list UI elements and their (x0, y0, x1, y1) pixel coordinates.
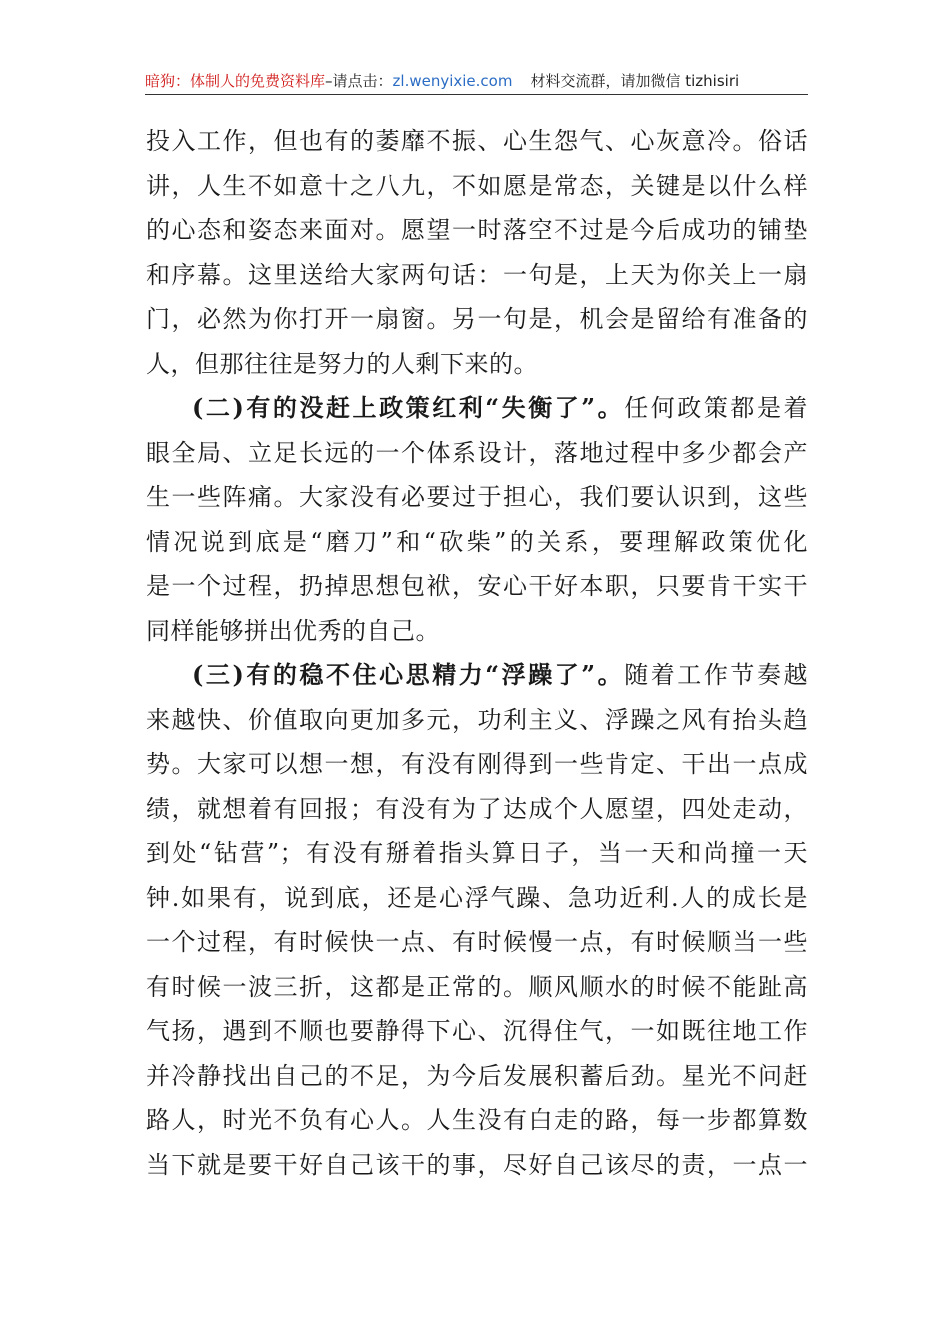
paragraph-2-line: 情况说到底是“磨刀”和“砍柴”的关系，要理解政策优化 (146, 527, 808, 556)
paragraph-2-line: 生一些阵痛。大家没有必要过于担心，我们要认识到，这些 (146, 483, 808, 511)
paragraph-3-line: 气扬，遇到不顺也要静得下心、沉得住气，一如既往地工作 (146, 1017, 808, 1045)
paragraph-1-line: 和序幕。这里送给大家两句话：一句是，上天为你关上一扇 (146, 260, 808, 289)
paragraph-3-line: 并冷静找出自己的不足，为今后发展积蓄后劲。星光不问赶 (146, 1061, 808, 1090)
paragraph-2-text: 任何政策都是着 (624, 394, 808, 422)
paragraph-2-line: 同样能够拼出优秀的自己。 (146, 616, 440, 645)
document-body (146, 119, 808, 1187)
paragraph-3-text: 随着工作节奏越 (624, 661, 808, 689)
paragraph-1-line: 讲，人生不如意十之八九，不如愿是常态，关键是以什么样 (146, 171, 808, 200)
paragraph-3-line: 当下就是要干好自己该干的事，尽好自己该尽的责，一点一 (146, 1150, 808, 1179)
header-group-note: 材料交流群，请加微信 tizhisiri (530, 72, 740, 90)
paragraph-3-line: 势。大家可以想一想，有没有刚得到一些肯定、干出一点成 (146, 750, 808, 778)
paragraph-3-line: 绩，就想着有回报；有没有为了达成个人愿望，四处走动， (146, 794, 808, 823)
paragraph-2-line: 眼全局、立足长远的一个体系设计，落地过程中多少都会产 (146, 438, 808, 467)
paragraph-1-line: 门，必然为你打开一扇窗。另一句是，机会是留给有准备的 (146, 305, 808, 333)
paragraph-3-line: 钟.如果有，说到底，还是心浮气躁、急功近利.人的成长是 (146, 883, 808, 912)
section-heading-3: (三)有的稳不住心思精力“浮躁了”。 (192, 660, 625, 689)
page-header (145, 70, 808, 95)
paragraph-3-line: 有时候一波三折，这都是正常的。顺风顺水的时候不能趾高 (146, 972, 808, 1001)
section-heading-2: (二)有的没赶上政策红利“失衡了”。 (192, 393, 625, 422)
header-site-name: 暗狗：体制人的免费资料库 (145, 72, 326, 90)
paragraph-1-line: 的心态和姿态来面对。愿望一时落空不过是今后成功的铺垫 (146, 216, 808, 244)
paragraph-1-line: 人，但那往往是努力的人剩下来的。 (146, 349, 538, 378)
paragraph-1-line: 投入工作，但也有的萎靡不振、心生怨气、心灰意冷。俗话 (146, 127, 808, 155)
paragraph-2-first-line (146, 386, 808, 431)
paragraph-3-line: 到处“钻营”；有没有掰着指头算日子，当一天和尚撞一天 (146, 839, 808, 867)
paragraph-3-line: 路人，时光不负有心人。人生没有白走的路，每一步都算数 (146, 1106, 808, 1134)
paragraph-2-line: 是一个过程，扔掉思想包袱，安心干好本职，只要肯干实干 (146, 572, 808, 600)
paragraph-3-first-line (146, 653, 808, 698)
header-url-link[interactable]: zl.wenyixie.com (392, 72, 513, 90)
paragraph-3-line: 一个过程，有时候快一点、有时候慢一点，有时候顺当一些 (146, 928, 808, 956)
paragraph-3-line: 来越快、价值取向更加多元，功利主义、浮躁之风有抬头趋 (146, 705, 808, 734)
header-click-prompt: –请点击： (325, 72, 393, 90)
